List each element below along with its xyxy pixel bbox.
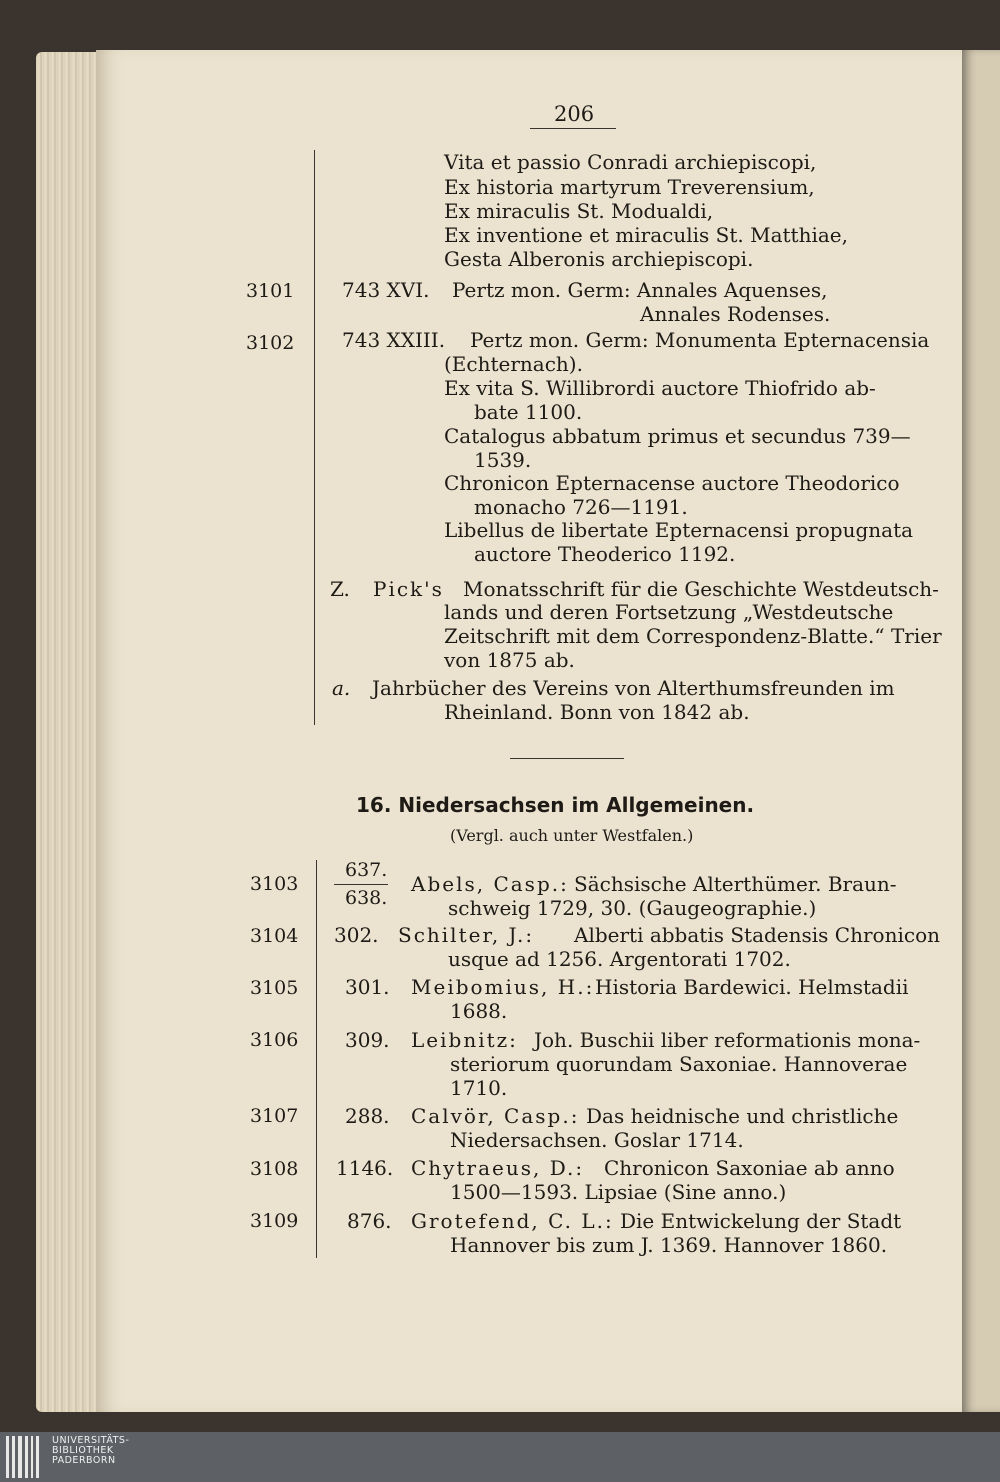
entry-number: 3109: [250, 1210, 299, 1232]
text-line: Niedersachsen. Goslar 1714.: [450, 1128, 744, 1152]
text-line: Chronicon Epternacense auctore Theodorico: [444, 471, 900, 495]
text-line: Ex historia martyrum Treverensium,: [444, 175, 815, 199]
facing-page-edge: [962, 50, 1000, 1412]
entry-number: 3104: [250, 925, 299, 947]
text-line: Rheinland. Bonn von 1842 ab.: [444, 700, 750, 724]
author-name: Pick's: [373, 577, 444, 601]
text-line: Jahrbücher des Vereins von Alterthumsfreunden im: [372, 676, 895, 700]
text-line: Libellus de libertate Epternacensi propugnata: [444, 518, 914, 542]
shelfmark: 301.: [345, 975, 390, 999]
entry-number: 3108: [250, 1158, 299, 1180]
shelfmark-bottom: 638.: [345, 887, 388, 909]
text-line: Catalogus abbatum primus et secundus 739—: [444, 424, 911, 448]
shelfmark: 288.: [345, 1104, 390, 1128]
text-line: Pertz mon. Germ: Annales Aquenses,: [452, 278, 828, 302]
text-line: Sächsische Alterthümer. Braun-: [574, 872, 897, 896]
shelfmark: 876.: [347, 1209, 392, 1233]
text-line: Pertz mon. Germ: Monumenta Epternacensia: [470, 328, 930, 352]
page-number-rule: [530, 128, 616, 129]
shelfmark-fraction-bar: [334, 884, 388, 885]
text-line: lands und deren Fortsetzung „Westdeutsche: [444, 600, 894, 624]
text-line: monacho 726—1191.: [474, 495, 688, 519]
entry-number: 3101: [246, 280, 295, 302]
text-line: von 1875 ab.: [444, 648, 575, 672]
shelfmark: 743 XVI.: [342, 278, 430, 302]
text-line: Ex inventione et miraculis St. Matthiae,: [444, 223, 848, 247]
entry-number: 3106: [250, 1029, 299, 1051]
entry-number: 3105: [250, 977, 299, 999]
column-rule-lower: [316, 860, 317, 1258]
text-line: Monatsschrift für die Geschichte Westdeutsch-: [463, 577, 939, 601]
text-line: 1539.: [474, 448, 532, 472]
text-line: Ex miraculis St. Modualdi,: [444, 199, 714, 223]
text-line: Zeitschrift mit dem Correspondenz-Blatte.“ Trier: [444, 624, 942, 648]
shelfmark: Z.: [330, 577, 350, 601]
shelfmark: 302.: [334, 923, 379, 947]
author-name: Abels, Casp.:: [411, 872, 569, 896]
footer-bar: [0, 1432, 1000, 1482]
text-line: 1500—1593. Lipsiae (Sine anno.): [450, 1180, 787, 1204]
text-line: Annales Rodenses.: [640, 302, 831, 326]
shelfmark: 1146.: [336, 1156, 394, 1180]
logo-line: PADERBORN: [52, 1455, 116, 1466]
column-rule-upper: [314, 150, 315, 725]
logo-line: UNIVERSITÄTS-: [52, 1435, 130, 1446]
section-separator: [510, 758, 624, 759]
text-line: Hannover bis zum J. 1369. Hannover 1860.: [450, 1233, 888, 1257]
author-name: Chytraeus, D.:: [411, 1156, 585, 1180]
text-line: Die Entwickelung der Stadt: [620, 1209, 902, 1233]
shelfmark-top: 637.: [345, 859, 388, 881]
section-title: 16. Niedersachsen im Allgemeinen.: [356, 793, 755, 817]
text-line: steriorum quorundam Saxoniae. Hannoverae: [450, 1052, 908, 1076]
text-line: Joh. Buschii liber reformationis mona-: [534, 1028, 921, 1052]
author-name: Schilter, J.:: [398, 923, 535, 947]
text-line: Alberti abbatis Stadensis Chronicon: [574, 923, 940, 947]
entry-number: 3102: [246, 332, 295, 354]
text-line: Chronicon Saxoniae ab anno: [604, 1156, 895, 1180]
text-line: 1688.: [450, 999, 508, 1023]
text-line: (Echternach).: [444, 352, 583, 376]
author-name: Calvör, Casp.:: [411, 1104, 580, 1128]
page-number: 206: [554, 102, 595, 126]
text-line: Historia Bardewici. Helmstadii: [595, 975, 909, 999]
text-line: 1710.: [450, 1076, 508, 1100]
text-line: bate 1100.: [474, 400, 583, 424]
section-subtitle: (Vergl. auch unter Westfalen.): [450, 826, 694, 845]
text-line: Das heidnische und christliche: [586, 1104, 899, 1128]
text-line: usque ad 1256. Argentorati 1702.: [448, 947, 791, 971]
shelfmark: a.: [332, 676, 351, 700]
entry-number: 3103: [250, 873, 299, 895]
shelfmark: 743 XXIII.: [342, 328, 446, 352]
text-line: auctore Theoderico 1192.: [474, 542, 736, 566]
text-line: Vita et passio Conradi archiepiscopi,: [444, 150, 817, 174]
entry-number: 3107: [250, 1105, 299, 1127]
library-logo-text: [52, 1436, 129, 1466]
text-line: Ex vita S. Willibrordi auctore Thiofrido ab-: [444, 376, 876, 400]
author-name: Meibomius, H.:: [411, 975, 595, 999]
shelfmark: 309.: [345, 1028, 390, 1052]
text-line: Gesta Alberonis archiepiscopi.: [444, 247, 754, 271]
logo-line: BIBLIOTHEK: [52, 1445, 114, 1456]
text-line: schweig 1729, 30. (Gaugeographie.): [448, 896, 817, 920]
author-name: Leibnitz:: [411, 1028, 518, 1052]
author-name: Grotefend, C. L.:: [411, 1209, 614, 1233]
